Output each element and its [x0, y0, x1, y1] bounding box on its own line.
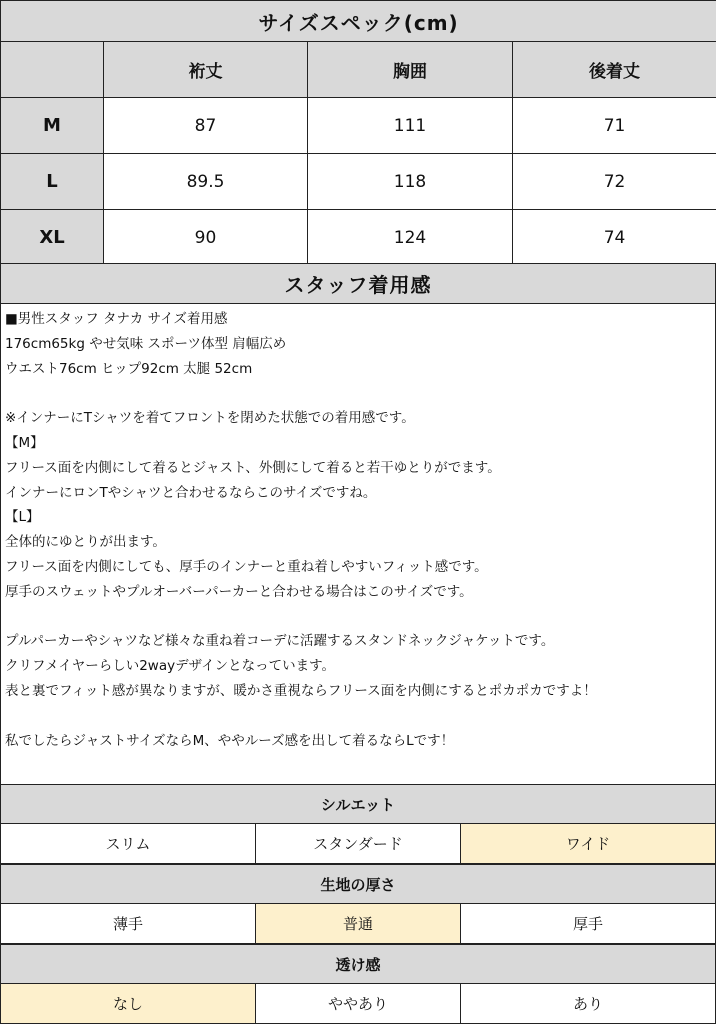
size-spec-table	[0, 0, 716, 266]
staff-text-line: 表と裏でフィット感が異なりますが、暖かさ重視ならフリース面を内側にするとポカポカですよ！	[5, 682, 597, 699]
rating-option: スリム	[0, 824, 256, 864]
staff-text-line: 176cm65kg やせ気味 スポーツ体型 肩幅広め	[5, 335, 287, 352]
size-label: M	[1, 98, 104, 154]
staff-text-line: プルパーカーやシャツなど様々な重ね着コーデに活躍するスタンドネックジャケットです。	[5, 633, 555, 650]
size-spec-title: サイズスペック(cm)	[1, 1, 716, 42]
staff-text-line: ※インナーにTシャツを着てフロントを閉めた状態での着用感です。	[5, 410, 415, 427]
transparency-options	[0, 984, 716, 1024]
staff-text-line: フリース面を内側にして着るとジャスト、外側にして着ると若干ゆとりがでます。	[5, 459, 501, 476]
rating-option: ワイド	[461, 824, 716, 864]
header-chest: 胸囲	[308, 42, 513, 98]
staff-text-line: 全体的にゆとりが出ます。	[5, 534, 166, 551]
staff-text-line: クリフメイヤーらしい2wayデザインとなっています。	[5, 658, 336, 675]
size-row-l	[1, 154, 716, 210]
silhouette-options	[0, 824, 716, 864]
size-value: 90	[104, 210, 308, 266]
header-sleeve-length: 裄丈	[104, 42, 308, 98]
size-value: 111	[308, 98, 513, 154]
silhouette-label: シルエット	[0, 784, 716, 824]
rating-option: あり	[461, 984, 716, 1024]
size-row-m	[1, 98, 716, 154]
staff-text-line: 【M】	[5, 434, 44, 451]
header-back-length: 後着丈	[513, 42, 716, 98]
size-value: 72	[513, 154, 716, 210]
rating-option: 普通	[256, 904, 461, 944]
staff-text-line: ウエスト76cm ヒップ92cm 太腿 52cm	[5, 360, 253, 377]
fabric-thickness-options	[0, 904, 716, 944]
header-corner-cell	[1, 42, 104, 98]
rating-option: 厚手	[461, 904, 716, 944]
transparency-label: 透け感	[0, 944, 716, 984]
size-value: 71	[513, 98, 716, 154]
rating-option: なし	[0, 984, 256, 1024]
staff-text-line	[5, 381, 711, 406]
staff-text-line: フリース面を内側にしても、厚手のインナーと重ね着しやすいフィット感です。	[5, 558, 488, 575]
size-value: 89.5	[104, 154, 308, 210]
staff-text-line: 【L】	[5, 509, 40, 526]
staff-impression-body	[0, 304, 716, 784]
size-value: 124	[308, 210, 513, 266]
rating-option: スタンダード	[256, 824, 461, 864]
size-spec-header-row	[1, 42, 716, 98]
staff-text-line: 厚手のスウェットやプルオーバーパーカーと合わせる場合はこのサイズです。	[5, 583, 473, 600]
staff-text-line: 私でしたらジャストサイズならM、ややルーズ感を出して着るならLです！	[5, 732, 455, 749]
size-value: 74	[513, 210, 716, 266]
size-value: 118	[308, 154, 513, 210]
staff-text-line: ■男性スタッフ タナカ サイズ着用感	[5, 311, 228, 327]
rating-option: ややあり	[256, 984, 461, 1024]
staff-impression-title: スタッフ着用感	[0, 263, 716, 304]
rating-option: 薄手	[0, 904, 256, 944]
staff-text-line	[5, 605, 711, 630]
staff-text-line	[5, 704, 711, 729]
size-row-xl	[1, 210, 716, 266]
size-label: XL	[1, 210, 104, 266]
size-label: L	[1, 154, 104, 210]
fabric-thickness-label: 生地の厚さ	[0, 864, 716, 904]
staff-text-line: インナーにロンTやシャツと合わせるならこのサイズですね。	[5, 484, 377, 501]
size-value: 87	[104, 98, 308, 154]
